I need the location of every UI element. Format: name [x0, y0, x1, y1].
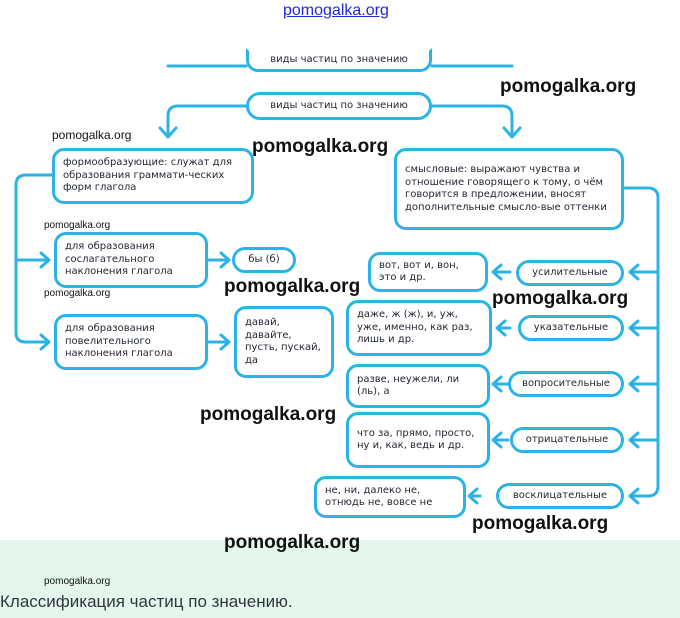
subjunctive-label: для образования сослагательного наклонения глагола — [65, 241, 173, 278]
formative-box — [52, 148, 254, 204]
examples-interrogative: разве, неужели, ли (ль), а — [357, 373, 460, 397]
type-intensifying — [516, 260, 624, 286]
examples-box-intensifying — [368, 252, 488, 292]
examples-box-demonstrative — [346, 300, 492, 356]
imperative-particles-label: давай, давайте, пусть, пускай, да — [245, 317, 321, 366]
watermark: pomogalka.org — [224, 532, 361, 553]
watermark: pomogalka.org — [44, 288, 111, 299]
type-interrogative-label: вопросительные — [522, 377, 610, 389]
type-intensifying-label: усилительные — [532, 266, 608, 278]
watermark: pomogalka.org — [472, 513, 609, 534]
root-box-label: виды частиц по значению — [270, 99, 408, 111]
caption: Классификация частиц по значению. — [0, 592, 293, 611]
watermark: pomogalka.org — [200, 404, 337, 425]
examples-box-negative — [346, 412, 490, 468]
examples-intensifying: вот, вот и, вон, это и др. — [379, 259, 459, 283]
watermark: pomogalka.org — [44, 220, 111, 231]
imperative-box — [54, 314, 208, 370]
type-negative — [510, 427, 624, 453]
examples-box-exclamatory — [314, 476, 466, 518]
examples-exclamatory: не, ни, далеко не, отнюдь не, вовсе не — [325, 484, 433, 508]
subjunctive-particles-label: бы (б) — [248, 253, 280, 265]
examples-negative: что за, прямо, просто, ну и, как, ведь и др. — [357, 427, 475, 451]
type-negative-label: отрицательные — [525, 433, 609, 445]
type-demonstrative — [518, 315, 624, 341]
type-demonstrative-label: указательные — [533, 321, 609, 333]
watermark: pomogalka.org — [500, 76, 637, 97]
watermark: pomogalka.org — [252, 136, 389, 157]
imperative-particles-box — [234, 306, 334, 378]
watermark: pomogalka.org — [283, 2, 389, 19]
subjunctive-box — [54, 232, 208, 288]
watermark: pomogalka.org — [492, 288, 629, 309]
title-box — [246, 48, 432, 72]
type-interrogative — [508, 371, 624, 397]
subjunctive-particles-box — [232, 247, 296, 273]
formative-label: формообразующие: служат для образования граммати-ческих форм глагола — [63, 157, 232, 194]
examples-demonstrative: даже, ж (ж), и, уж, уже, именно, как раз, лишь и др. — [357, 309, 473, 346]
semantic-box — [394, 148, 624, 230]
type-exclamatory — [496, 483, 624, 509]
examples-box-interrogative — [346, 364, 490, 408]
title-box-label: виды частиц по значению — [270, 53, 408, 65]
type-exclamatory-label: восклицательные — [512, 489, 608, 501]
watermark: pomogalka.org — [224, 276, 361, 297]
semantic-label: смысловые: выражают чувства и отношение говорящего к тому, о чём говорится в предложении, вносят дополнительные смысло-вые оттенки — [405, 164, 607, 213]
watermark: pomogalka.org — [52, 128, 132, 142]
imperative-label: для образования повелительного наклонения глагола — [65, 323, 173, 360]
watermark: pomogalka.org — [44, 576, 111, 587]
root-box — [246, 92, 432, 120]
